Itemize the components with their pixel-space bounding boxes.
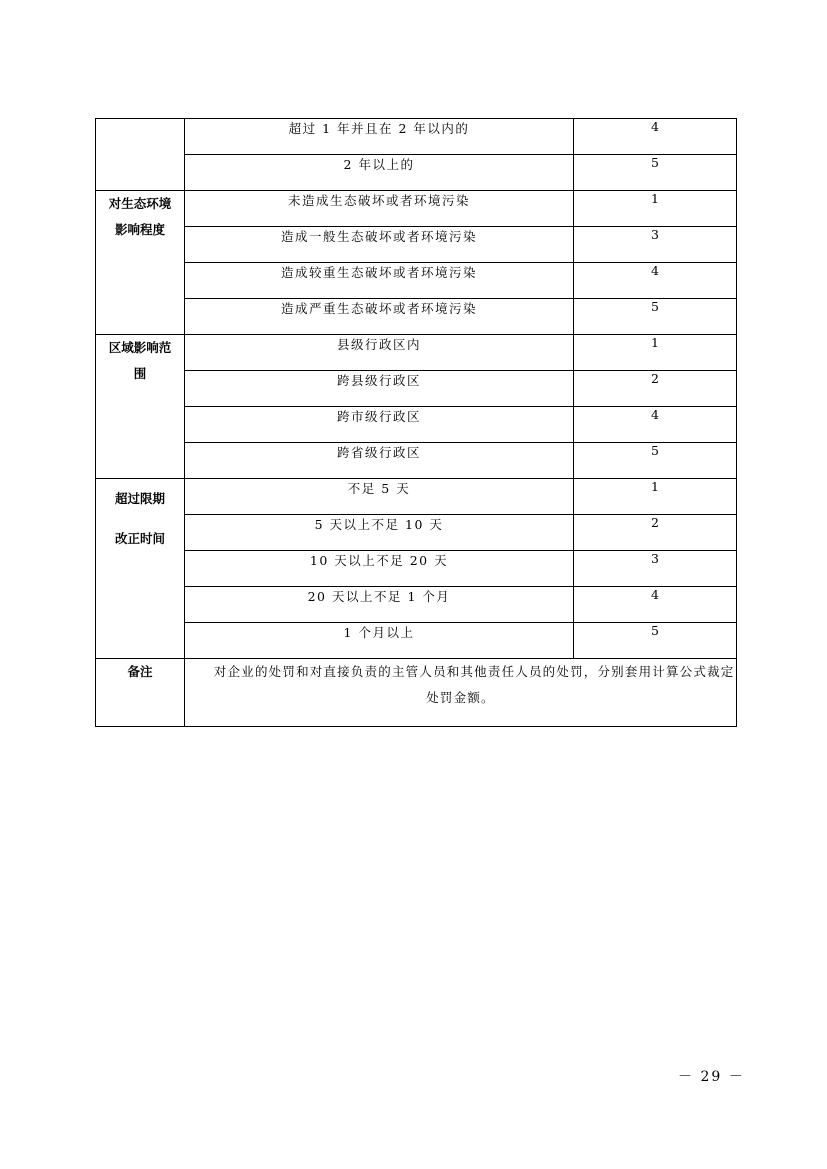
criterion-description: 县级行政区内: [185, 335, 574, 371]
category-label-line1: 超过限期: [114, 491, 165, 506]
category-label-line2: 围: [133, 366, 147, 381]
table-row: [96, 623, 737, 659]
criterion-score: 4: [574, 407, 737, 443]
table-row: [96, 443, 737, 479]
table-row: [96, 263, 737, 299]
category-label-line1: 区域影响范: [108, 340, 172, 355]
criterion-score: 4: [574, 119, 737, 155]
criterion-description: 造成严重生态破坏或者环境污染: [185, 299, 574, 335]
criterion-description: 10 天以上不足 20 天: [185, 551, 574, 587]
table-row: [96, 191, 737, 227]
criterion-score: 1: [574, 335, 737, 371]
category-label-line2: 影响程度: [114, 222, 165, 237]
criterion-description: 20 天以上不足 1 个月: [185, 587, 574, 623]
criterion-description: 造成较重生态破坏或者环境污染: [185, 263, 574, 299]
table-row: [96, 479, 737, 515]
table-row: [96, 119, 737, 155]
note-text: 对企业的处罚和对直接负责的主管人员和其他责任人员的处罚，分别套用计算公式裁定处罚金额。: [185, 659, 737, 727]
criterion-score: 3: [574, 551, 737, 587]
table-row: [96, 227, 737, 263]
criterion-description: 2 年以上的: [185, 155, 574, 191]
criterion-description: 跨市级行政区: [185, 407, 574, 443]
table-row: [96, 407, 737, 443]
category-cell-region-scope: [96, 335, 185, 479]
criterion-score: 5: [574, 623, 737, 659]
criterion-score: 3: [574, 227, 737, 263]
criterion-score: 1: [574, 479, 737, 515]
page-number: － 29 －: [678, 1069, 745, 1085]
criterion-description: 跨县级行政区: [185, 371, 574, 407]
table-row: [96, 515, 737, 551]
note-row: [96, 659, 737, 727]
table-row: [96, 335, 737, 371]
note-label: 备注: [96, 659, 185, 727]
category-cell-environment-impact: [96, 191, 185, 335]
criterion-description: 超过 1 年并且在 2 年以内的: [185, 119, 574, 155]
criterion-score: 4: [574, 587, 737, 623]
criterion-description: 1 个月以上: [185, 623, 574, 659]
table-row: [96, 587, 737, 623]
criterion-description: 未造成生态破坏或者环境污染: [185, 191, 574, 227]
criterion-score: 4: [574, 263, 737, 299]
criterion-score: 2: [574, 371, 737, 407]
table-row: [96, 371, 737, 407]
category-label-line1: 对生态环境: [108, 196, 172, 211]
criterion-description: 5 天以上不足 10 天: [185, 515, 574, 551]
criterion-description: 不足 5 天: [185, 479, 574, 515]
table-row: [96, 551, 737, 587]
category-cell-overdue-time: [96, 479, 185, 659]
penalty-criteria-table: [95, 118, 737, 727]
criterion-score: 5: [574, 443, 737, 479]
criterion-description: 造成一般生态破坏或者环境污染: [185, 227, 574, 263]
table-row: [96, 155, 737, 191]
category-cell-duration: [96, 119, 185, 191]
criterion-score: 5: [574, 155, 737, 191]
criterion-score: 1: [574, 191, 737, 227]
criterion-score: 5: [574, 299, 737, 335]
criterion-score: 2: [574, 515, 737, 551]
table-row: [96, 299, 737, 335]
category-label-line2: 改正时间: [114, 531, 165, 546]
criterion-description: 跨省级行政区: [185, 443, 574, 479]
